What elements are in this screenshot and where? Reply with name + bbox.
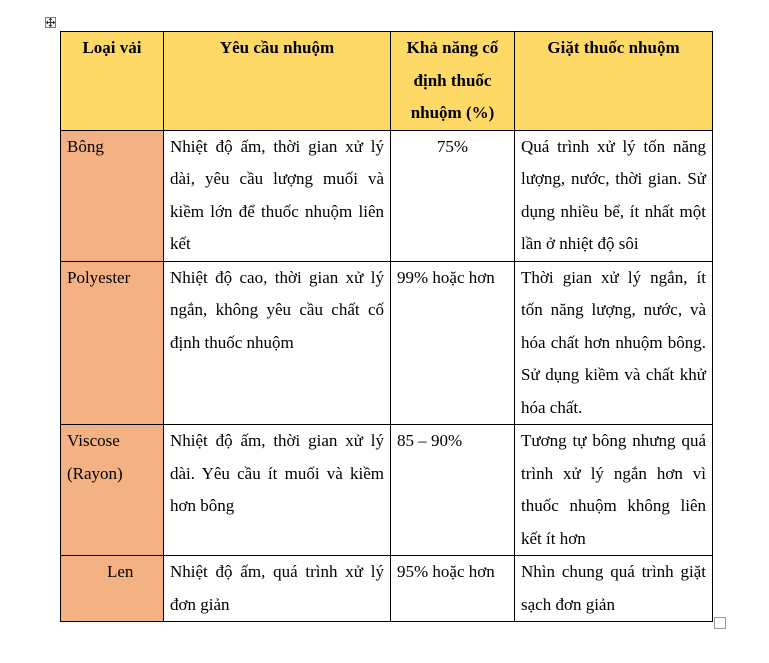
table-row bbox=[61, 556, 713, 622]
washing-cell[interactable]: Quá trình xử lý tốn năng lượng, nước, thời gian. Sử dụng nhiều bể, ít nhất một lần ở nhiệt độ sôi bbox=[515, 130, 713, 261]
fabric-name-cell[interactable]: Polyester bbox=[61, 261, 164, 425]
washing-cell[interactable]: Nhìn chung quá trình giặt sạch đơn giản bbox=[515, 556, 713, 622]
header-row bbox=[61, 32, 713, 131]
requirement-cell[interactable]: Nhiệt độ ấm, thời gian xử lý dài, yêu cầu lượng muối và kiềm lớn để thuốc nhuộm liên kết bbox=[164, 130, 391, 261]
fabric-name-cell[interactable]: Len bbox=[61, 556, 164, 622]
text-cursor bbox=[712, 132, 713, 152]
requirement-cell[interactable]: Nhiệt độ cao, thời gian xử lý ngắn, không yêu cầu chất cố định thuốc nhuộm bbox=[164, 261, 391, 425]
header-fabric-type[interactable]: Loại vải bbox=[61, 32, 164, 131]
header-dye-washing[interactable]: Giặt thuốc nhuộm bbox=[515, 32, 713, 131]
fixation-cell[interactable]: 75% bbox=[391, 130, 515, 261]
table-resize-handle-icon[interactable] bbox=[714, 617, 726, 629]
fixation-cell[interactable]: 95% hoặc hơn bbox=[391, 556, 515, 622]
table-move-handle-icon[interactable] bbox=[45, 17, 56, 28]
fabric-name-cell[interactable]: Bông bbox=[61, 130, 164, 261]
washing-cell[interactable]: Thời gian xử lý ngắn, ít tốn năng lượng, nước, và hóa chất hơn nhuộm bông. Sử dụng kiềm và chất khử hóa chất. bbox=[515, 261, 713, 425]
table-row bbox=[61, 261, 713, 425]
fixation-cell[interactable]: 85 – 90% bbox=[391, 425, 515, 556]
table-row bbox=[61, 425, 713, 556]
fixation-cell[interactable]: 99% hoặc hơn bbox=[391, 261, 515, 425]
fabric-dyeing-table bbox=[60, 31, 713, 622]
header-fixation-rate[interactable]: Khả năng cố định thuốc nhuộm (%) bbox=[391, 32, 515, 131]
header-dyeing-requirement[interactable]: Yêu cầu nhuộm bbox=[164, 32, 391, 131]
table-row bbox=[61, 130, 713, 261]
requirement-cell[interactable]: Nhiệt độ ấm, thời gian xử lý dài. Yêu cầu ít muối và kiềm hơn bông bbox=[164, 425, 391, 556]
fabric-name-cell[interactable]: Viscose (Rayon) bbox=[61, 425, 164, 556]
washing-cell[interactable]: Tương tự bông nhưng quá trình xử lý ngắn hơn vì thuốc nhuộm không liên kết ít hơn bbox=[515, 425, 713, 556]
requirement-cell[interactable]: Nhiệt độ ấm, quá trình xử lý đơn giản bbox=[164, 556, 391, 622]
